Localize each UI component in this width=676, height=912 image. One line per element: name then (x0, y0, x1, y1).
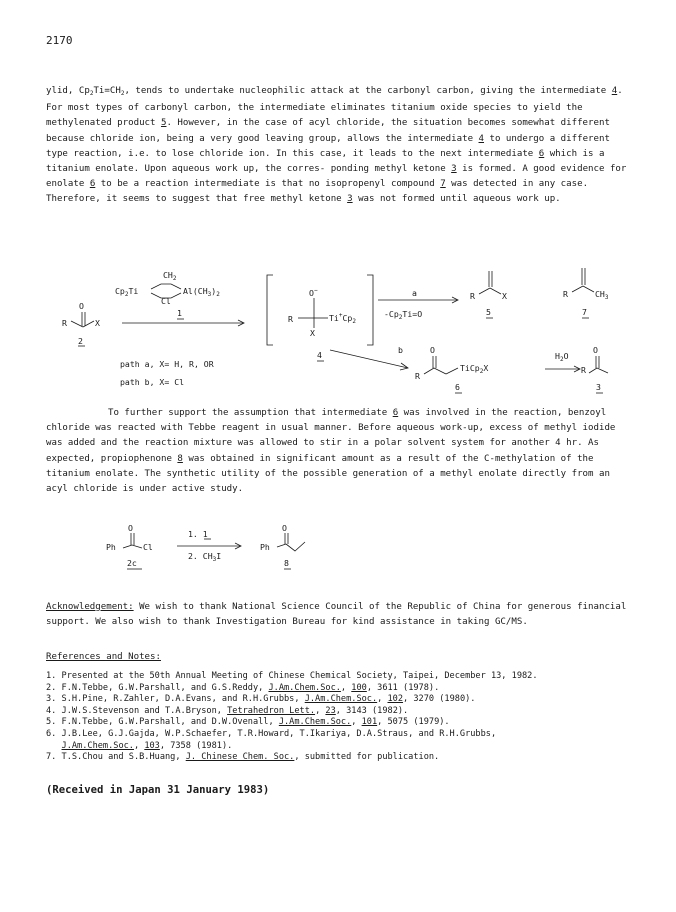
enolate-number-6: 6 (455, 382, 460, 392)
enolate-ch-bond (434, 368, 446, 374)
tebbe-cp2ti: $Cp_2Ti$ (115, 286, 139, 298)
arrow-a-head (452, 297, 458, 303)
acknowledgement (46, 600, 636, 630)
p5-x-bond (490, 288, 501, 294)
product-number-7: 7 (582, 307, 587, 317)
byproduct-a: $-Cp_2Ti=O$ (384, 309, 423, 321)
enolate-r: R (415, 371, 420, 381)
s2-product-ph: Ph (260, 542, 270, 552)
s2-step2: 2. $CH_3I$ (188, 551, 222, 563)
p7-r: R (563, 289, 568, 299)
tebbe-cl: Cl (161, 296, 171, 306)
s2-reactant-number: 2c (127, 558, 137, 568)
reference-item: 1. Presented at the 50th Annual Meeting of Chinese Chemical Society, Taipei, December 13, 1982. (46, 671, 538, 681)
body-paragraph-1: ylid, $Cp_2Ti=CH_2$, tends to undertake nucleophilic attack at the carbonyl carbon, giving the intermediate 4. For most types of carbonyl carbon, the intermediate eliminates titanium oxide species to yield the methylenated product 5. However, in the case of acyl chloride, the situation becomes somewhat different because chloride ion, being a very good leaving group, allows the intermediate 4 to undergo a different type reaction, i.e. to lose chloride ion. In this case, it leads to the next intermediate 6 which is a titanium enolate. Upon aqueous work up, the corres- ponding methyl ketone 3 is formed. A good evidence for enolate 6 to be a reaction intermediate is that no isopropenyl compound 7 was detected in any case. Therefore, it seems to suggest that free methyl ketone 3 was not formed until aqueous work up. (46, 86, 627, 205)
ketone-r-bond (589, 368, 597, 373)
s2-cl-bond (132, 545, 142, 548)
int-o-minus: O− (309, 287, 318, 298)
acknowledgement-heading: Acknowledgement: (46, 602, 134, 612)
page-number: 2170 (46, 34, 73, 47)
references-list (46, 671, 646, 764)
intermediate-number-4: 4 (317, 350, 322, 360)
substrate-r: R (62, 318, 67, 328)
substrate-r-bond (71, 321, 83, 327)
reference-item: 7. T.S.Chou and S.B.Huang, J. Chinese Chem. Soc., submitted for publication. (46, 752, 440, 763)
hydrolysis-arrow-head (574, 366, 580, 372)
substrate-o: O (79, 301, 84, 311)
s2-product-o: O (282, 523, 287, 533)
s2-arrow-head (235, 543, 241, 549)
p5-r: R (470, 291, 475, 301)
reference-item: 6. J.B.Lee, G.J.Gajda, W.P.Schaefer, T.R.Howard, T.Ikariya, D.A.Straus, and R.H.Grubbs, J.Am.Chem.Soc., 103, 7358 (1981). (46, 728, 497, 751)
ketone-r: R (581, 365, 586, 375)
bracket-right (367, 275, 373, 345)
substrate-x-bond (83, 321, 94, 327)
int-ti: $Ti^+Cp_2$ (329, 312, 356, 325)
reference-item: 4. J.W.S.Stevenson and T.A.Bryson, Tetrahedron Lett., 23, 3143 (1982). (46, 705, 409, 716)
arrow-b-head (400, 363, 408, 370)
int-x: X (310, 328, 315, 338)
s2-reactant-cl: Cl (143, 542, 153, 552)
p5-r-bond (479, 288, 490, 294)
enolate-o: O (430, 345, 435, 355)
substrate-number-2: 2 (78, 336, 83, 346)
s2-reactant-ph: Ph (106, 542, 116, 552)
product-number-5: 5 (486, 307, 491, 317)
p7-ch3-bond (583, 286, 594, 292)
references-heading: References and Notes: (46, 652, 161, 662)
arrow-b-line (330, 350, 408, 368)
body-paragraph-2: To further support the assumption that intermediate 6 was involved in the reaction, benzoyl chloride was reacted with Tebbe reagent in usual manner. Before aqueous work-up, excess of methyl iodide was added and the reaction mixture was allowed to stir in a polar solvent system for another 4 hr. As expected, propiophenone 8 was obtained in significant amount as a result of the C-methylation of the titanium enolate. The synthetic utility of the possible generation of a methyl enolate directly from an acyl chloride is under active study. (46, 408, 616, 495)
reference-item: 2. F.N.Tebbe, G.W.Parshall, and G.S.Reddy, J.Am.Chem.Soc., 100, 3611 (1978). (46, 682, 440, 693)
s2-prod-ph-bond (277, 544, 286, 547)
arrow-b-label: b (398, 345, 403, 355)
bracket-left (267, 275, 273, 345)
p7-r-bond (572, 286, 583, 292)
int-r: R (288, 314, 293, 324)
p7-ch3: $CH_3$ (595, 289, 609, 301)
s2-prod-ethyl (286, 542, 305, 551)
arrow-a-label: a (412, 288, 417, 298)
tebbe-ch2: $CH_2$ (163, 270, 177, 282)
s2-product-number: 8 (284, 558, 289, 568)
enolate-ti-bond (446, 368, 458, 374)
enolate-r-bond (424, 368, 434, 374)
reference-item: 5. F.N.Tebbe, G.W.Parshall, and D.W.Ovenall, J.Am.Chem.Soc., 101, 5075 (1979). (46, 717, 450, 728)
reference-item: 3. S.H.Pine, R.Zahler, D.A.Evans, and R.H.Grubbs, J.Am.Chem.Soc., 102, 3270 (1980). (46, 694, 476, 705)
tebbe-al: $Al(CH_3)_2$ (183, 286, 220, 298)
s2-step1: 1. 1 (188, 529, 208, 539)
path-a-text: path a, X= H, R, OR (120, 359, 214, 369)
reagent-number-1: 1 (177, 308, 182, 318)
ketone-ch3-bond (597, 368, 608, 373)
ketone-o: O (593, 345, 598, 355)
tebbe-bridge-upper (151, 284, 181, 289)
p5-x: X (502, 291, 507, 301)
ketone-number-3: 3 (596, 382, 601, 392)
acknowledgement-text: We wish to thank National Science Council of the Republic of China for generous financial support. We also wish to thank Investigation Bureau for kind assistance in taking GC/MS. (46, 602, 627, 628)
enolate-ti: TiCp$_2$X (460, 363, 489, 375)
path-b-text: path b, X= Cl (120, 377, 185, 387)
s2-reactant-o: O (128, 523, 133, 533)
received-date: (Received in Japan 31 January 1983) (46, 784, 270, 796)
main-arrow-head (238, 320, 244, 326)
water-label: $H_2O$ (555, 351, 569, 363)
substrate-x: X (95, 318, 100, 328)
s2-ph-bond (123, 545, 132, 548)
